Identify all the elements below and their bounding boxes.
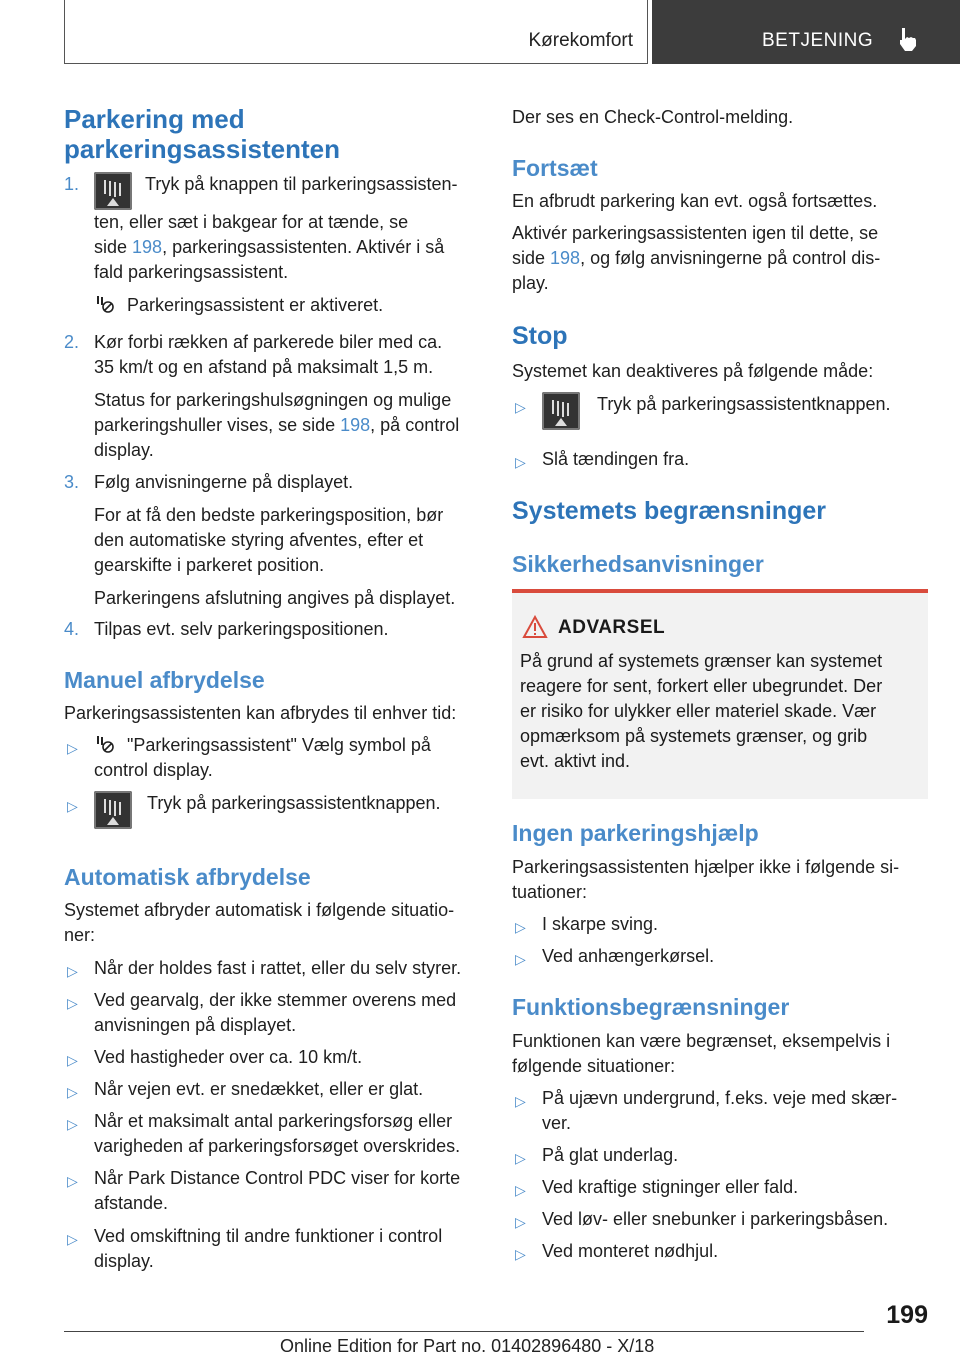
list-item-text: På glat underlag. (542, 1145, 679, 1165)
list-item (512, 447, 928, 472)
manual-stop-heading: Manuel afbrydelse (64, 667, 265, 693)
safety-heading: Sikkerhedsanvisninger (512, 551, 764, 577)
no-help-intro-line: Parkeringsassistenten hjælper ikke i følgende si- (512, 857, 900, 877)
hand-pointer-icon (896, 26, 920, 52)
continue-text-line: Aktivér parkeringsassistenten igen til dette, se (512, 223, 879, 243)
footer-divider (64, 1331, 864, 1332)
limits-heading: Systemets begrænsninger (512, 497, 826, 525)
step-text: Tilpas evt. selv parkeringspositionen. (94, 619, 389, 639)
park-assist-button-icon (542, 392, 580, 430)
list-item-text: afstande. (94, 1193, 169, 1213)
list-item (64, 1224, 480, 1274)
step-number: 3. (64, 472, 80, 492)
warning-text-line: evt. aktivt ind. (520, 751, 631, 771)
park-assist-button-icon (94, 791, 132, 829)
list-item-text: anvisningen på displayet. (94, 1015, 297, 1035)
list-item (512, 944, 928, 969)
bullet-triangle-icon: ▷ (67, 1173, 78, 1189)
auto-stop-intro (64, 898, 480, 948)
bullet-triangle-icon: ▷ (515, 1093, 526, 1109)
no-help-intro (512, 855, 928, 905)
step-subtext: Parkeringens afslutning angives på displayet. (94, 588, 456, 608)
function-limits-intro-line: følgende situationer: (512, 1056, 676, 1076)
header-chapter-title: BETJENING (762, 30, 874, 51)
warning-text-line: På grund af systemets grænser kan systemet (520, 651, 883, 671)
bullet-triangle-icon: ▷ (515, 1182, 526, 1198)
step-text: ten, eller sæt i bakgear for at tænde, se (94, 212, 409, 232)
step-text: Kør forbi rækken af parkerede biler med ca. (94, 332, 443, 352)
list-item (512, 392, 928, 430)
warning-text-line: opmærksom på systemets grænser, og grib (520, 726, 868, 746)
footer-edition-text: Online Edition for Part no. 01402896480 - X/18 (280, 1336, 655, 1356)
step-text: Tryk på knappen til parkeringsassisten- (145, 174, 458, 194)
list-item-text: Ved anhængerkørsel. (542, 946, 715, 966)
list-item (64, 791, 480, 829)
stop-heading: Stop (512, 322, 568, 350)
list-item (512, 1207, 928, 1232)
bullet-triangle-icon: ▷ (515, 1150, 526, 1166)
bullet-triangle-icon: ▷ (67, 1052, 78, 1068)
step-subtext: Parkeringsassistent er aktiveret. (127, 295, 384, 315)
auto-stop-intro-line: ner: (64, 925, 96, 945)
list-item (64, 956, 480, 981)
list-item (64, 988, 480, 1038)
list-item-text: Ved løv- eller snebunker i parkeringsbåsen. (542, 1209, 889, 1229)
step-1 (64, 172, 480, 318)
list-item-text: Ved gearvalg, der ikke stemmer overens med (94, 990, 457, 1010)
header-chapter-tab (652, 0, 960, 64)
list-item (64, 1109, 480, 1159)
list-item (512, 1086, 928, 1136)
list-item (64, 1045, 480, 1070)
bullet-triangle-icon: ▷ (515, 919, 526, 935)
continue-text (512, 221, 928, 296)
list-item-text: "Parkeringsassistent" Vælg symbol på (127, 735, 431, 755)
step-subtext: den automatiske styring afventes, efter et (94, 530, 424, 550)
stop-intro: Systemet kan deaktiveres på følgende måde: (512, 361, 874, 381)
warning-text-line: er risiko for ulykker eller materiel skade. Vær (520, 701, 877, 721)
continue-text-line: side (512, 248, 551, 268)
bullet-triangle-icon: ▷ (515, 399, 526, 415)
step-text: fald parkeringsassistent. (94, 262, 289, 282)
park-assist-symbol-icon (94, 734, 116, 754)
list-item-text: control display. (94, 760, 213, 780)
step-subtext: display. (94, 440, 154, 460)
list-item-text: På ujævn undergrund, f.eks. veje med skær- (542, 1088, 898, 1108)
list-item-text: Når et maksimalt antal parkeringsforsøg eller (94, 1111, 453, 1131)
bullet-triangle-icon: ▷ (67, 740, 78, 756)
page-ref-link[interactable]: 198 (340, 415, 371, 435)
list-item (512, 1239, 928, 1264)
step-text: Følg anvisningerne på displayet. (94, 472, 354, 492)
list-item-text: Ved kraftige stigninger eller fald. (542, 1177, 799, 1197)
step-text: 35 km/t og en afstand på maksimalt 1,5 m. (94, 357, 434, 377)
list-item (512, 1175, 928, 1200)
page-ref-link[interactable]: 198 (550, 248, 581, 268)
park-assist-button-icon (94, 172, 132, 210)
auto-stop-heading: Automatisk afbrydelse (64, 864, 311, 890)
list-item-text: varigheden af parkeringsforsøget overskrides. (94, 1136, 461, 1156)
header-section-tab (64, 0, 648, 64)
list-item (512, 912, 928, 937)
bullet-triangle-icon: ▷ (67, 798, 78, 814)
bullet-triangle-icon: ▷ (67, 1116, 78, 1132)
warning-text-line: reagere for sent, forkert eller ubegrundet. Der (520, 676, 883, 696)
list-item-text: Tryk på parkeringsassistentknappen. (597, 394, 891, 414)
function-limits-intro (512, 1029, 928, 1079)
bullet-triangle-icon: ▷ (67, 963, 78, 979)
list-item-text: Slå tændingen fra. (542, 449, 690, 469)
list-item-text: Ved monteret nødhjul. (542, 1241, 719, 1261)
step-subtext: For at få den bedste parkeringsposition, bør (94, 505, 444, 525)
step-text: , parkeringsassistenten. Aktivér i så (162, 237, 445, 257)
step-number: 1. (64, 174, 80, 194)
list-item (64, 1077, 480, 1102)
step-number: 2. (64, 332, 80, 352)
page-ref-link[interactable]: 198 (132, 237, 163, 257)
step-number: 4. (64, 619, 80, 639)
step-4 (64, 617, 480, 642)
warning-text (520, 649, 920, 774)
page-title (64, 104, 480, 164)
list-item (64, 733, 480, 783)
list-item-text: Tryk på parkeringsassistentknappen. (147, 793, 441, 813)
bullet-triangle-icon: ▷ (67, 1231, 78, 1247)
list-item-text: Ved hastigheder over ca. 10 km/t. (94, 1047, 363, 1067)
auto-stop-intro-line: Systemet afbryder automatisk i følgende situatio- (64, 900, 455, 920)
step-2 (64, 330, 480, 463)
list-item-text: Når vejen evt. er snedækket, eller er glat. (94, 1079, 424, 1099)
warning-box (512, 589, 928, 799)
manual-stop-intro: Parkeringsassistenten kan afbrydes til enhver tid: (64, 703, 457, 723)
continue-text: En afbrudt parkering kan evt. også fortsættes. (512, 191, 878, 211)
page-number: 199 (886, 1301, 928, 1329)
no-help-heading: Ingen parkeringshjælp (512, 820, 759, 846)
list-item-text: Når der holdes fast i rattet, eller du selv styrer. (94, 958, 462, 978)
function-limits-intro-line: Funktionen kan være begrænset, eksempelvis i (512, 1031, 891, 1051)
step-subtext: , på control (370, 415, 460, 435)
step-subtext: parkeringshuller vises, se side (94, 415, 341, 435)
no-help-intro-line: tuationer: (512, 882, 588, 902)
list-item-text: ver. (542, 1113, 572, 1133)
bullet-triangle-icon: ▷ (515, 454, 526, 470)
continue-heading: Fortsæt (512, 155, 598, 181)
continue-text-line: play. (512, 273, 549, 293)
warning-triangle-icon (522, 615, 548, 639)
check-control-text: Der ses en Check-Control-melding. (512, 107, 794, 127)
list-item-text: I skarpe sving. (542, 914, 659, 934)
list-item-text: display. (94, 1251, 154, 1271)
bullet-triangle-icon: ▷ (67, 995, 78, 1011)
warning-title: ADVARSEL (558, 617, 666, 638)
bullet-triangle-icon: ▷ (67, 1084, 78, 1100)
page-title-line-1: Parkering med (64, 104, 245, 134)
step-subtext: Status for parkeringshulsøgningen og mulige (94, 390, 452, 410)
list-item-text: Når Park Distance Control PDC viser for korte (94, 1168, 461, 1188)
step-3 (64, 470, 480, 611)
step-text: side (94, 237, 133, 257)
list-item-text: Ved omskiftning til andre funktioner i control (94, 1226, 443, 1246)
function-limits-heading: Funktionsbegrænsninger (512, 994, 790, 1020)
header-section-title: Kørekomfort (528, 30, 633, 51)
bullet-triangle-icon: ▷ (515, 1246, 526, 1262)
bullet-triangle-icon: ▷ (515, 951, 526, 967)
park-assist-symbol-icon (94, 294, 116, 314)
list-item (512, 1143, 928, 1168)
step-subtext: gearskifte i parkeret position. (94, 555, 325, 575)
bullet-triangle-icon: ▷ (515, 1214, 526, 1230)
list-item (64, 1166, 480, 1216)
continue-text-line: , og følg anvisningerne på control dis- (580, 248, 881, 268)
page-title-line-2: parkeringsassistenten (64, 134, 341, 164)
